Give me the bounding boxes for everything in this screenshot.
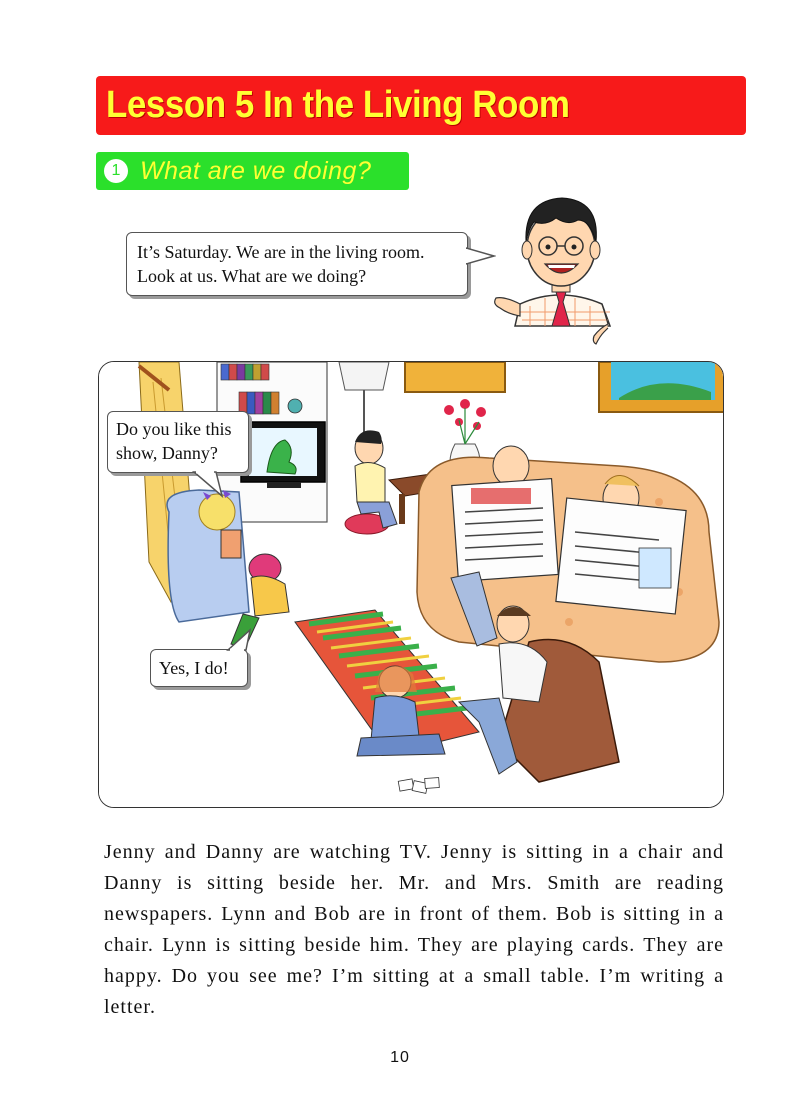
answer-text: Yes, I do! xyxy=(159,658,229,678)
section-number: 1 xyxy=(104,159,128,183)
answer-speech-bubble xyxy=(150,649,248,687)
intro-line-1: It’s Saturday. We are in the living room. xyxy=(137,242,425,262)
reading-passage: Jenny and Danny are watching TV. Jenny is sitting in a chair and Danny is sitting beside her. Mr. and Mrs. Smith are reading newspapers. Lynn and Bob are in front of them. Bob is sitting in a chair. Lynn is sitting beside him. They are playing cards. They are happy. Do you see me? I’m sitting at a small table. I’m writing a letter. xyxy=(104,841,724,1018)
narrator-boy-illustration xyxy=(490,186,640,346)
section-title: What are we doing? xyxy=(140,156,372,185)
question-speech-bubble xyxy=(107,411,249,473)
lesson-title-bar xyxy=(96,76,746,135)
lesson-title: Lesson 5 In the Living Room xyxy=(106,84,570,126)
question-line-2: show, Danny? xyxy=(116,443,218,463)
question-bubble-tail xyxy=(190,470,230,500)
section-header xyxy=(96,152,409,190)
intro-speech-bubble xyxy=(126,232,468,296)
intro-line-2: Look at us. What are we doing? xyxy=(137,266,367,286)
picture-frame-icon xyxy=(405,362,505,392)
page-number: 10 xyxy=(390,1049,410,1066)
question-line-1: Do you like this xyxy=(116,419,232,439)
floor-lamp-icon xyxy=(339,362,389,390)
answer-bubble-tail xyxy=(224,628,254,652)
